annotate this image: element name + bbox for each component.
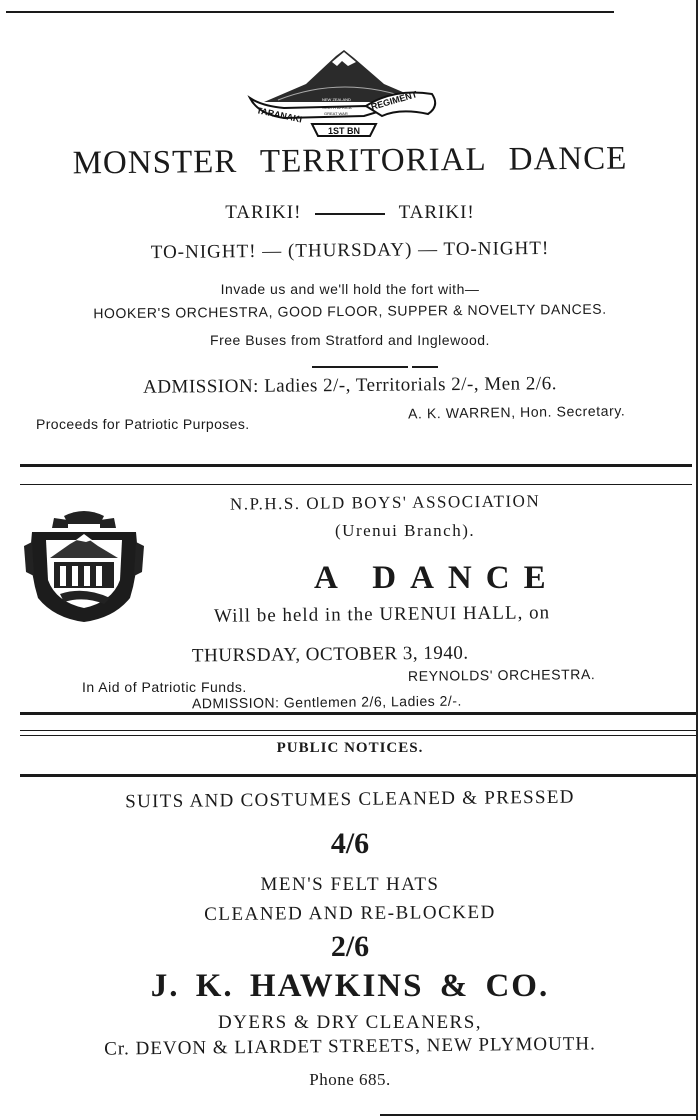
ad3-address: Cr. DEVON & LIARDET STREETS, NEW PLYMOUTH. xyxy=(104,1033,596,1060)
ad1-admission: ADMISSION: Ladies 2/-, Territorials 2/-, Men 2/6. xyxy=(142,373,558,398)
divider-rule-2c xyxy=(20,735,696,736)
ad1-secretary: A. K. WARREN, Hon. Secretary. xyxy=(407,402,626,422)
ad2-venue: Will be held in the URENUI HALL, on xyxy=(213,602,551,627)
ad3-price2: 2/6 xyxy=(330,930,370,963)
emblem-text-nz: NEW ZEALAND xyxy=(322,97,351,102)
emblem-text-regiment: REGIMENT xyxy=(369,89,419,112)
ad2-branch: (Urenui Branch). xyxy=(335,521,476,540)
ad2-title: A DANCE xyxy=(314,560,560,596)
school-crest xyxy=(24,506,144,624)
ad2-aid: In Aid of Patriotic Funds. xyxy=(82,679,247,695)
ad1-short-rule xyxy=(312,366,408,368)
ad1-proceeds: Proceeds for Patriotic Purposes. xyxy=(36,416,250,432)
emblem-text-battalion: 1ST BN xyxy=(328,126,361,136)
divider-rule-2b xyxy=(20,730,696,731)
ad3-phone: Phone 685. xyxy=(309,1070,391,1089)
emblem-text-gw: GREAT WAR xyxy=(324,111,348,116)
ad2-orchestra: REYNOLDS' ORCHESTRA. xyxy=(407,666,596,684)
ad1-buses: Free Buses from Stratford and Inglewood. xyxy=(210,332,490,348)
ad3-line3: CLEANED AND RE-BLOCKED xyxy=(204,901,496,926)
emblem-text-sa: SOUTH AFRICA xyxy=(322,105,352,110)
divider-rule-1b xyxy=(20,484,692,485)
ad1-place-left: TARIKI! xyxy=(225,202,302,223)
top-rule xyxy=(6,11,614,13)
ad1-place-line xyxy=(0,202,700,224)
ad3-trade: DYERS & DRY CLEANERS, xyxy=(217,1012,483,1033)
ad3-price1: 4/6 xyxy=(330,827,370,860)
ad1-place-dash xyxy=(315,213,385,215)
ad1-short-rule-2 xyxy=(412,366,438,368)
divider-rule-1 xyxy=(20,464,692,467)
ad2-association: N.P.H.S. OLD BOYS' ASSOCIATION xyxy=(229,491,541,514)
ad1-when: TO-NIGHT! — (THURSDAY) — TO-NIGHT! xyxy=(150,237,550,264)
ad1-place-right: TARIKI! xyxy=(398,202,475,223)
divider-rule-3 xyxy=(20,774,696,777)
bottom-rule xyxy=(380,1114,696,1116)
divider-rule-2 xyxy=(20,712,696,715)
emblem-text-taranaki: TARANAKI xyxy=(255,105,303,125)
ad3-line2: MEN'S FELT HATS xyxy=(260,874,440,895)
ad3-firm: J. K. HAWKINS & CO. xyxy=(150,968,550,1004)
ad2-admission: ADMISSION: Gentlemen 2/6, Ladies 2/-. xyxy=(191,692,462,712)
ad1-title: MONSTER TERRITORIAL DANCE xyxy=(72,140,628,182)
section-heading: PUBLIC NOTICES. xyxy=(276,740,424,756)
ad1-features: HOOKER'S ORCHESTRA, GOOD FLOOR, SUPPER & NOVELTY DANCES. xyxy=(93,300,607,322)
ad2-date: THURSDAY, OCTOBER 3, 1940. xyxy=(191,642,469,667)
regiment-emblem xyxy=(244,44,444,140)
ad3-line1: SUITS AND COSTUMES CLEANED & PRESSED xyxy=(125,786,575,813)
ad1-invite: Invade us and we'll hold the fort with— xyxy=(220,281,480,297)
